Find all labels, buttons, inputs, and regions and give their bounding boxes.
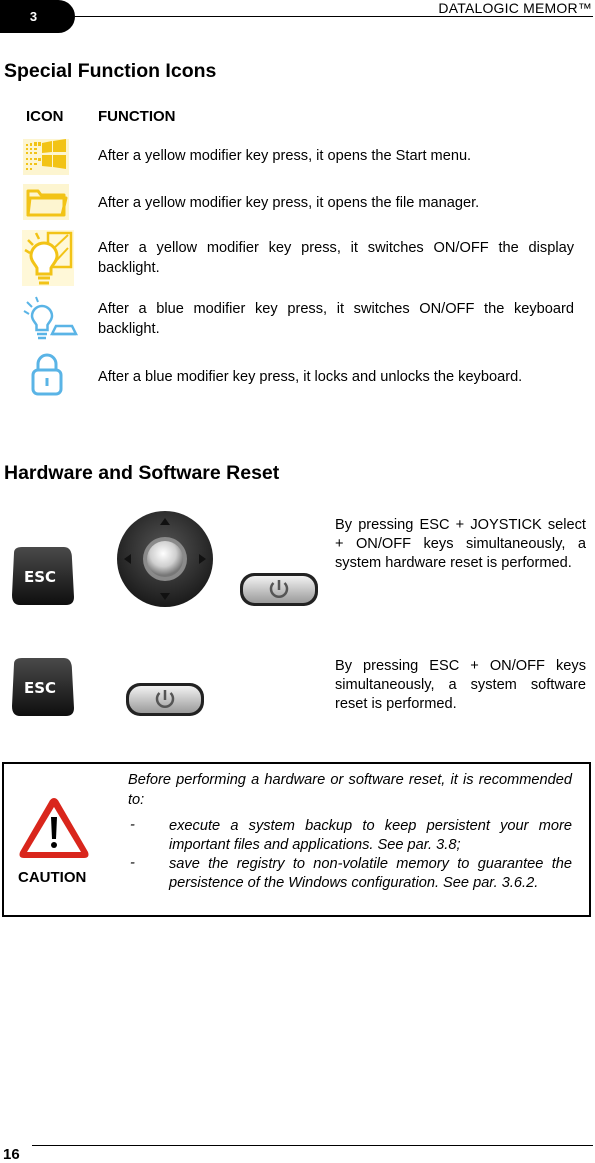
column-header-icon: ICON <box>26 108 64 125</box>
caution-label: CAUTION <box>18 869 87 886</box>
caution-intro-text: Before performing a hardware or software reset, it is recommended to: <box>128 772 572 808</box>
section-title-reset: Hardware and Software Reset <box>4 462 280 484</box>
section-title-special-icons: Special Function Icons <box>4 60 217 82</box>
brand-title: DATALOGIC MEMOR™ <box>438 0 592 16</box>
esc-key-image <box>10 545 74 607</box>
page-number: 16 <box>3 1146 20 1163</box>
joystick-image <box>116 510 214 608</box>
footer-rule <box>32 1145 593 1146</box>
function-text-lock: After a blue modifier key press, it locks and unlocks the keyboard. <box>98 369 523 385</box>
function-text-display-backlight: After a yellow modifier key press, it switches ON/OFF the display backlight. <box>98 240 574 276</box>
function-text-keyboard-backlight-line1 <box>98 299 574 339</box>
folder-icon <box>22 183 70 221</box>
start-menu-icon <box>22 138 70 176</box>
function-text-keyboard-backlight: After a blue modifier key press, it switches ON/OFF the keyboard backlight. <box>98 301 574 337</box>
power-key-image-software <box>125 682 205 717</box>
power-key-image-hardware <box>239 572 319 607</box>
esc-key-label: ESC <box>23 679 57 697</box>
display-backlight-icon <box>22 230 74 286</box>
warning-icon <box>17 795 91 861</box>
function-text-display-backlight-line1 <box>98 238 574 278</box>
function-text-file-manager: After a yellow modifier key press, it opens the file manager. <box>98 195 480 211</box>
software-reset-text: By pressing ESC + ON/OFF keys simultaneously, a system software reset is performed. <box>335 658 586 712</box>
keyboard-backlight-icon <box>22 296 78 342</box>
lock-icon <box>30 352 64 396</box>
esc-key-label: ESC <box>23 568 57 586</box>
caution-bullet-1: execute a system backup to keep persistent your more important files and applications. See par. 3.8; <box>169 818 572 853</box>
caution-bullet-dash-1: - <box>130 817 135 833</box>
caution-bullet-2: save the registry to non-volatile memory to guarantee the persistence of the Windows configuration. See par. 3.6.2. <box>169 856 572 891</box>
hardware-reset-text: By pressing ESC + JOYSTICK select + ON/OFF keys simultaneously, a system hardware reset is performed. <box>335 517 586 571</box>
function-text-start-menu: After a yellow modifier key press, it opens the Start menu. <box>98 148 472 164</box>
header-rule <box>75 16 593 17</box>
caution-bullet-dash-2: - <box>130 855 135 871</box>
chapter-number: 3 <box>29 9 38 24</box>
chapter-badge <box>0 0 75 33</box>
esc-key-image-software <box>10 656 74 718</box>
column-header-function: FUNCTION <box>98 108 176 125</box>
